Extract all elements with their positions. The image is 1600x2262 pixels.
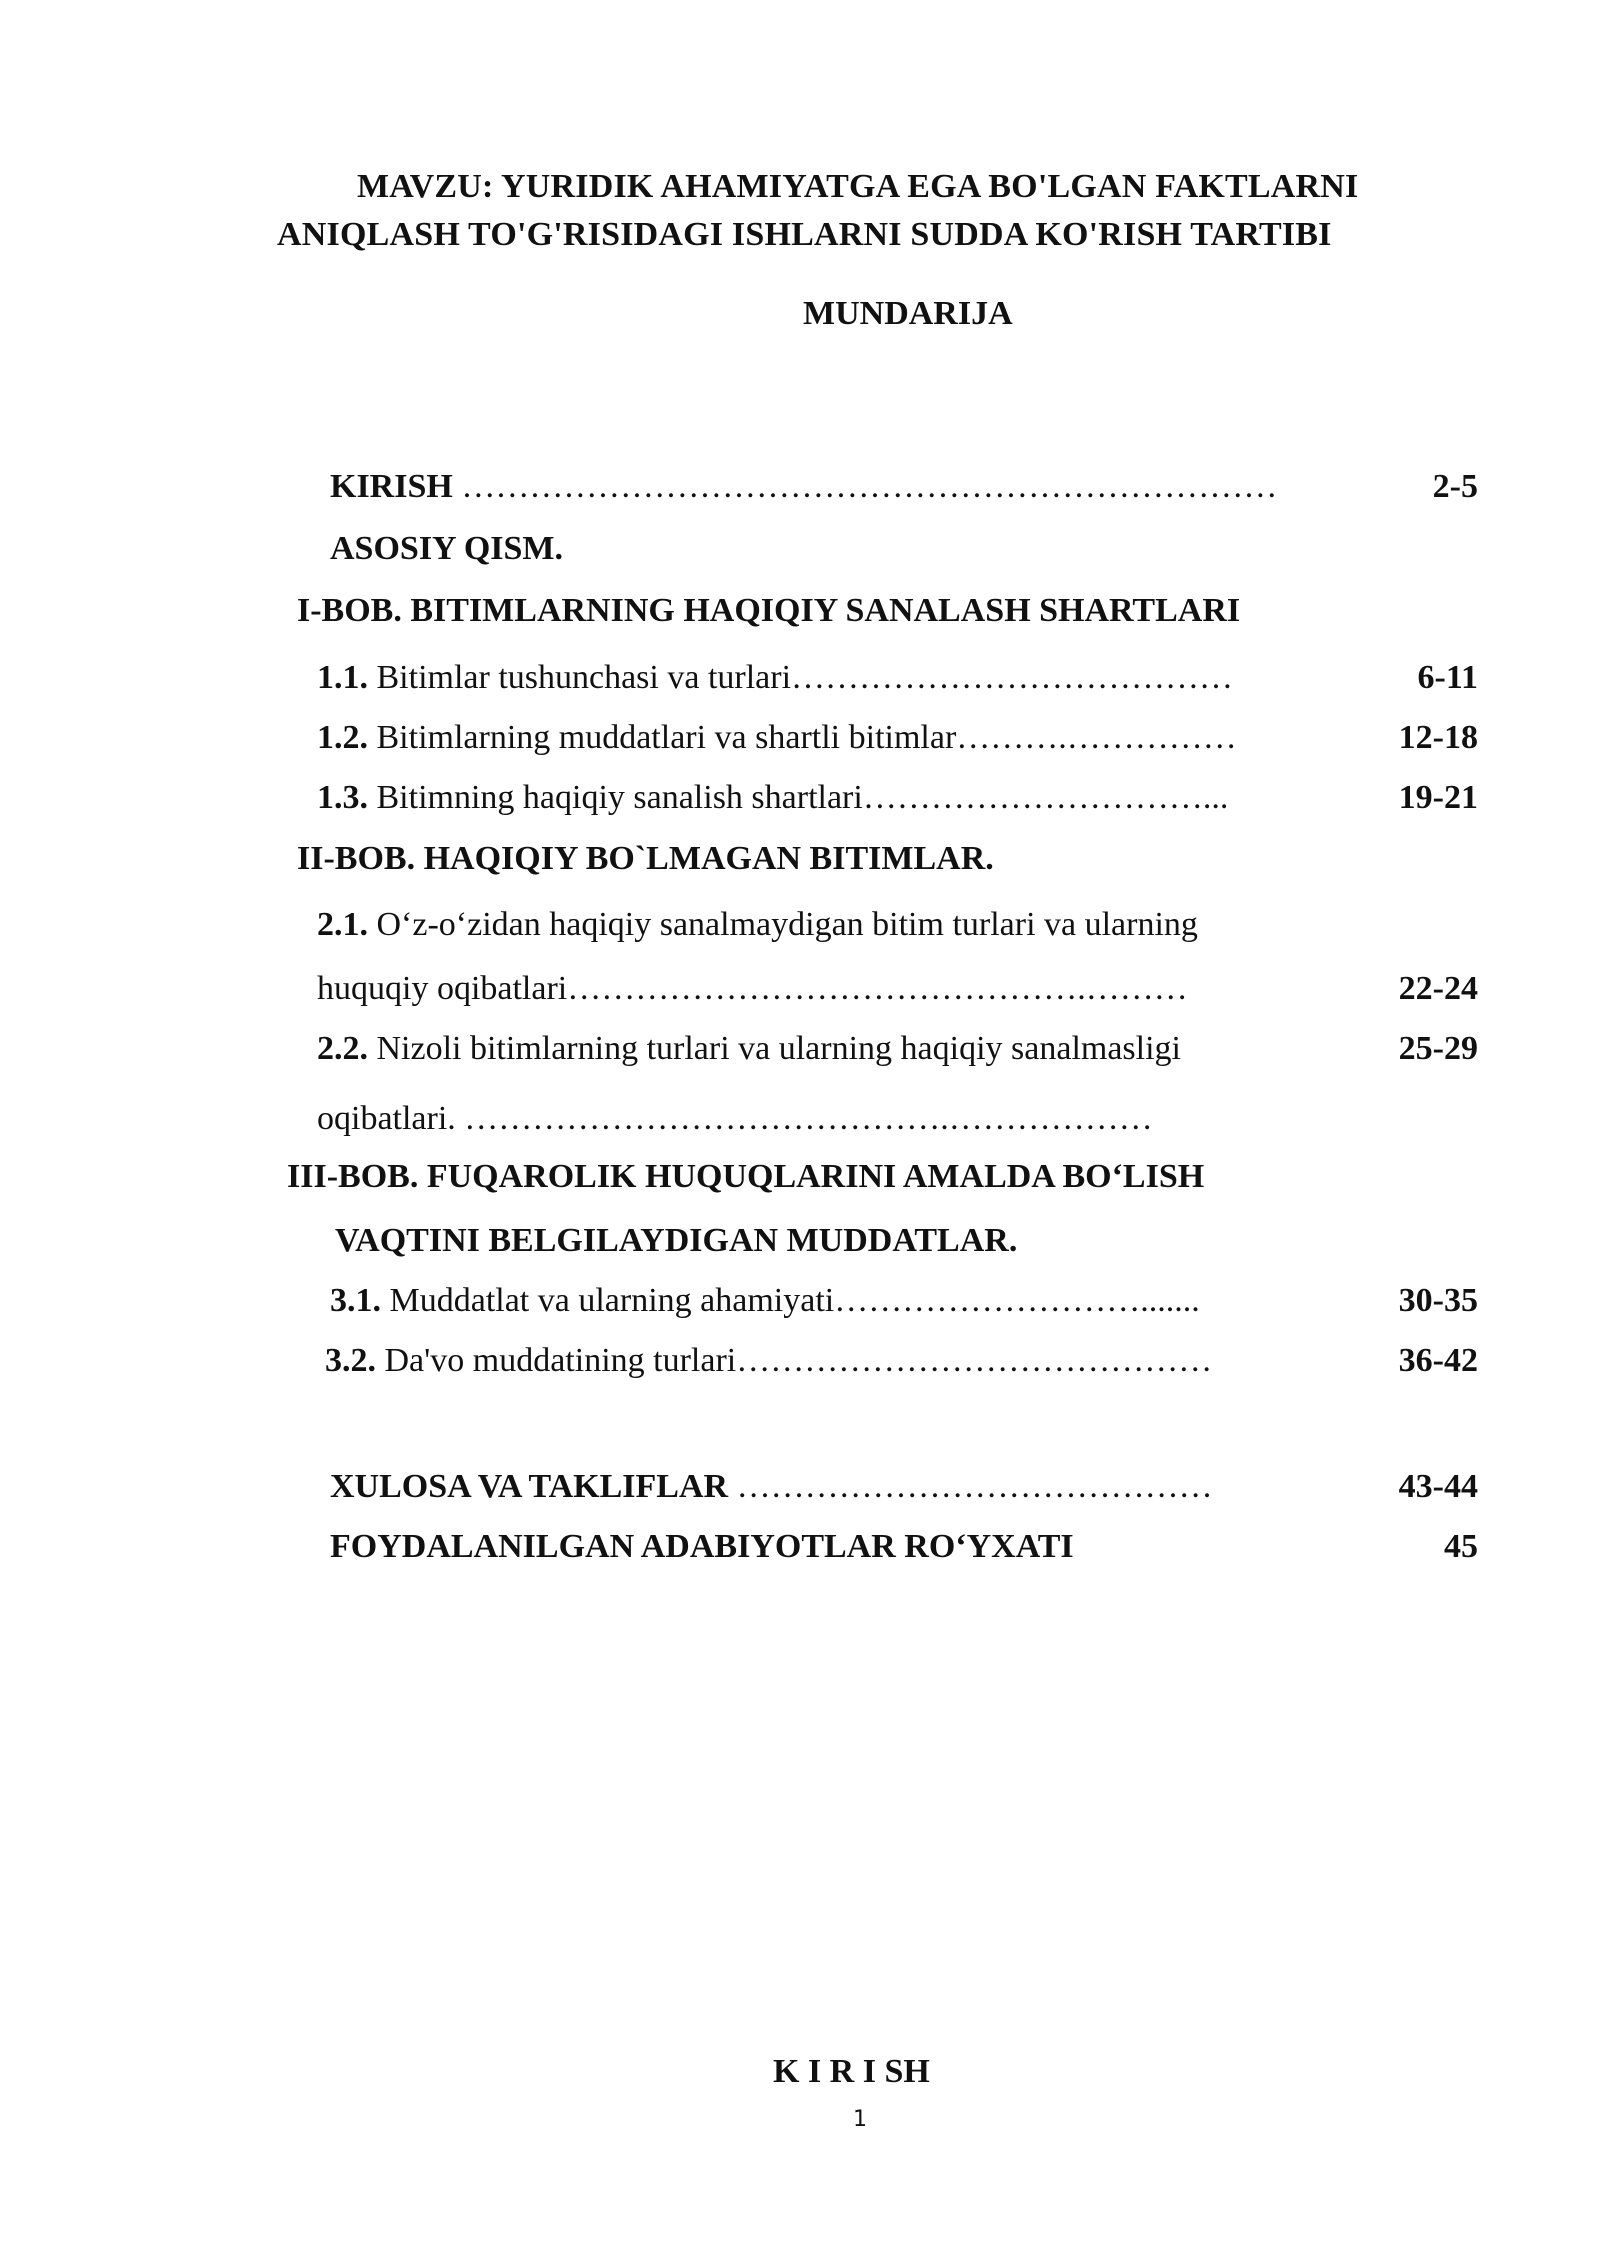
toc-section-number: 3.1. bbox=[330, 1282, 381, 1319]
toc-leader-dots: …………………………………….……………… bbox=[464, 1100, 1153, 1137]
toc-section-number: 3.2. bbox=[325, 1342, 376, 1379]
toc-section-title: Nizoli bitimlarning turlari va ularning haqiqiy sanalmasligi bbox=[376, 1030, 1181, 1067]
toc-section-number: 2.1. bbox=[317, 906, 368, 943]
toc-heading: MUNDARIJA bbox=[803, 295, 1013, 332]
toc-leader-dots: …………………………………… bbox=[736, 1342, 1213, 1379]
topic-title-line-2: ANIQLASH TO'G'RISIDAGI ISHLARNI SUDDA KO'RISH TARTIBI bbox=[277, 216, 1332, 253]
toc-section-title-continued: huquqiy oqibatlari bbox=[317, 970, 568, 1007]
toc-section-title: Muddatlat va ularning ahamiyati bbox=[389, 1282, 835, 1319]
toc-section-number: 1.3. bbox=[317, 779, 368, 816]
toc-entry-adabiyotlar[interactable]: FOYDALANILGAN ADABIYOTLAR RO‘YXATI bbox=[330, 1528, 1074, 1565]
toc-entry-label: XULOSA VA TAKLIFLAR bbox=[330, 1468, 729, 1505]
toc-entry-1-2[interactable] bbox=[317, 719, 1237, 757]
toc-entry-2-1-continued[interactable] bbox=[317, 970, 1188, 1008]
toc-entry-kirish[interactable] bbox=[330, 468, 1277, 506]
toc-leader-dots: …………………………………… bbox=[736, 1468, 1213, 1505]
toc-entry-label: KIRISH bbox=[330, 468, 453, 505]
toc-section-title: Bitimlarning muddatlari va shartli bitimlar bbox=[376, 719, 957, 756]
toc-entry-3-2[interactable] bbox=[325, 1342, 1212, 1380]
toc-entry-3-1[interactable] bbox=[330, 1282, 1200, 1320]
page-number: 1 bbox=[853, 2107, 867, 2132]
toc-section-title-continued: oqibatlari. bbox=[317, 1100, 456, 1137]
toc-section-number: 2.2. bbox=[317, 1030, 368, 1067]
toc-page-range: 12-18 bbox=[1398, 719, 1478, 756]
toc-entry-xulosa[interactable] bbox=[330, 1468, 1213, 1506]
toc-page-range: 43-44 bbox=[1398, 1468, 1478, 1505]
toc-chapter-1[interactable]: I-BOB. BITIMLARNING HAQIQIY SANALASH SHARTLARI bbox=[297, 592, 1241, 629]
toc-section-number: 1.1. bbox=[317, 659, 368, 696]
toc-page-range: 19-21 bbox=[1398, 779, 1478, 816]
section-heading-kirish: K I R I SH bbox=[773, 2053, 930, 2090]
toc-leader-dots: ……………………………………………………………… bbox=[461, 468, 1278, 505]
toc-page-range: 22-24 bbox=[1398, 970, 1478, 1007]
toc-section-number: 1.2. bbox=[317, 719, 368, 756]
toc-section-title: O‘z-o‘zidan haqiqiy sanalmaydigan bitim turlari va ularning bbox=[376, 906, 1198, 943]
toc-page-range: 36-42 bbox=[1398, 1342, 1478, 1379]
topic-title-line-1: MAVZU: YURIDIK AHAMIYATGA EGA BO'LGAN FAKTLARNI bbox=[357, 168, 1359, 205]
toc-leader-dots: ………………………....... bbox=[834, 1282, 1200, 1319]
toc-chapter-3-continued[interactable]: VAQTINI BELGILAYDIGAN MUDDATLAR. bbox=[335, 1222, 1018, 1259]
toc-leader-dots: ………………………………… bbox=[791, 659, 1234, 696]
toc-page-range: 25-29 bbox=[1398, 1030, 1478, 1067]
toc-entry-2-2[interactable] bbox=[317, 1030, 1181, 1068]
toc-entry-1-3[interactable] bbox=[317, 779, 1228, 817]
toc-leader-dots: ……………………………………….……… bbox=[567, 970, 1188, 1007]
toc-page-range: 30-35 bbox=[1398, 1282, 1478, 1319]
toc-entry-1-1[interactable] bbox=[317, 659, 1233, 697]
toc-leader-dots: …………………………... bbox=[862, 779, 1229, 816]
toc-section-title: Da'vo muddatining turlari bbox=[384, 1342, 737, 1379]
toc-section-title: Bitimlar tushunchasi va turlari bbox=[376, 659, 792, 696]
toc-leader-dots: ……….…………… bbox=[956, 719, 1237, 756]
toc-entry-2-1[interactable] bbox=[317, 906, 1198, 944]
toc-page-range: 2-5 bbox=[1432, 468, 1478, 505]
toc-entry-asosiy-qism[interactable]: ASOSIY QISM. bbox=[330, 530, 564, 567]
toc-chapter-3[interactable]: III-BOB. FUQAROLIK HUQUQLARINI AMALDA BO‘LISH bbox=[287, 1158, 1205, 1195]
toc-page-range: 45 bbox=[1444, 1528, 1478, 1565]
toc-page-range: 6-11 bbox=[1417, 659, 1478, 696]
toc-chapter-2[interactable]: II-BOB. HAQIQIY BO`LMAGAN BITIMLAR. bbox=[297, 840, 994, 877]
toc-entry-2-2-continued[interactable] bbox=[317, 1100, 1153, 1138]
toc-section-title: Bitimning haqiqiy sanalish shartlari bbox=[376, 779, 863, 816]
